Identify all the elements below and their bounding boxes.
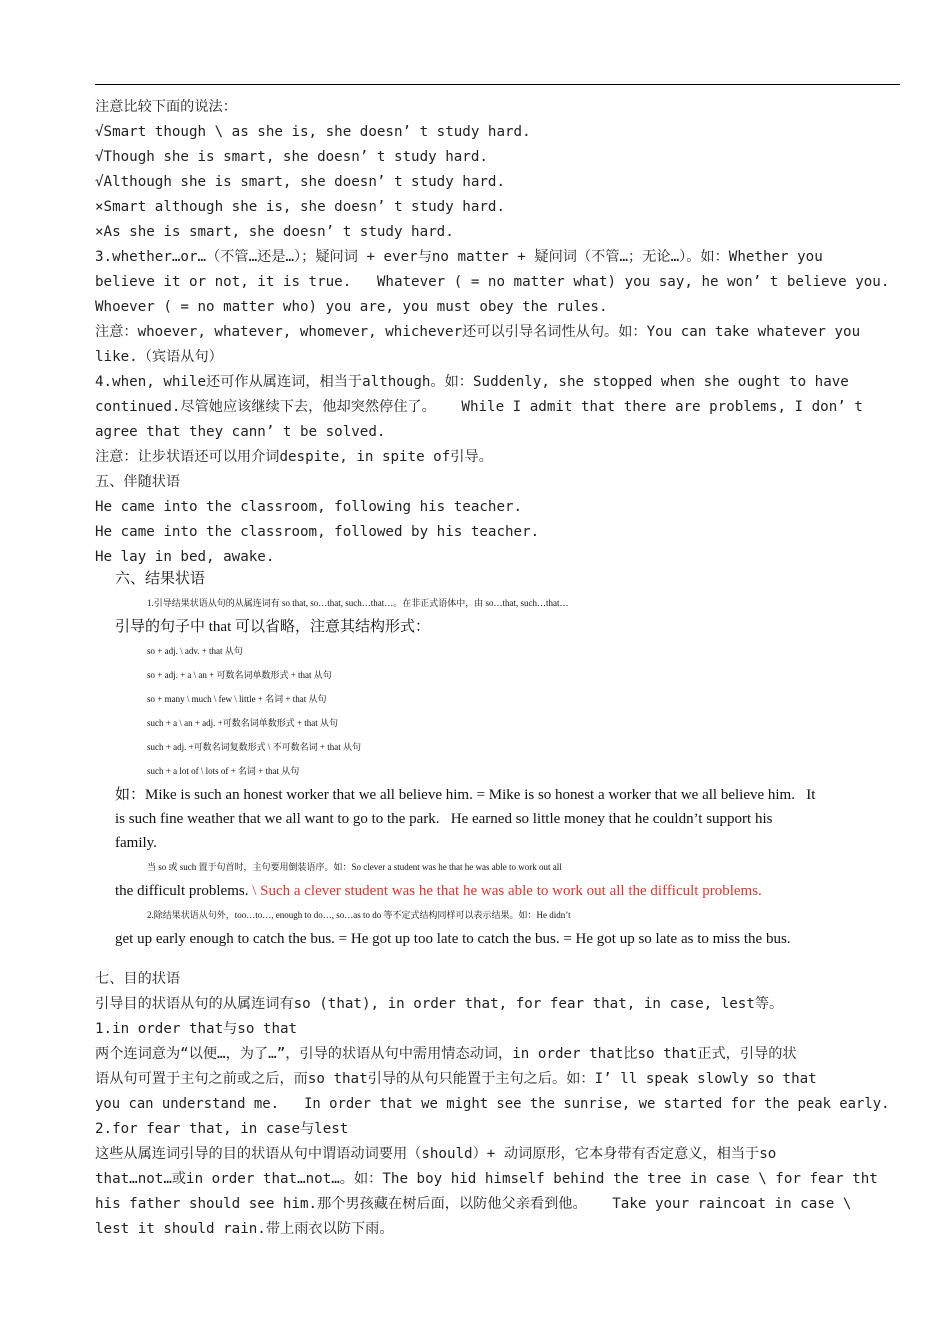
purpose-section [95, 967, 901, 1242]
example-line: ×As she is smart, she doesn’ t study hard. [95, 224, 454, 240]
subsection-heading: 1.in order that与so that [95, 1021, 298, 1037]
section-heading-purpose: 七、目的状语 [95, 971, 181, 987]
example-line: He came into the classroom, followed by his teacher. [95, 524, 540, 540]
when-while-line: continued.尽管她应该继续下去，他却突然停住了。 While I admit that there are problems, I don’ t [95, 399, 863, 415]
in-order-that-line: 两个连词意为“以便…，为了…”，引导的状语从句中需用情态动词，in order that比so that正式，引导的状 [95, 1046, 797, 1062]
when-while-line: agree that they cann’ t be solved. [95, 424, 386, 440]
result-example-line: 如：Mike is such an honest worker that we all believe him. = Mike is so honest a worker that we all believe him. It [115, 787, 816, 803]
result-example-line: family. [115, 835, 157, 851]
example-line: √Though she is smart, she doesn’ t study hard. [95, 149, 488, 165]
for-fear-that-line: his father should see him.那个男孩藏在树后面，以防他父亲看到他。 Take your raincoat in case \ [95, 1196, 852, 1212]
for-fear-that-line: lest it should rain.带上雨衣以防下雨。 [95, 1221, 394, 1237]
example-line: √Although she is smart, she doesn’ t study hard. [95, 174, 505, 190]
section-heading-accompany: 五、伴随状语 [95, 474, 181, 490]
structure-form: such + a lot of \ lots of + 名词 + that 从句 [147, 766, 300, 776]
whoever-note-line: like.（宾语从句） [95, 349, 223, 365]
example-line: He came into the classroom, following his teacher. [95, 499, 523, 515]
purpose-intro: 引导目的状语从句的从属连词有so (that), in order that, for fear that, in case, lest等。 [95, 996, 784, 1012]
whether-rule-line: believe it or not, it is true. Whatever ( = no matter what) you say, he won’ t believe you. [95, 274, 890, 290]
infinitive-rule-line: get up early enough to catch the bus. = He got up too late to catch the bus. = He got up so late as to miss the bus. [115, 931, 791, 947]
result-intro-line: 引导的句子中 that 可以省略，注意其结构形式： [115, 619, 430, 635]
result-example-line: is such fine weather that we all want to go to the park. He earned so little money that he couldn’t support his [115, 811, 773, 827]
whoever-note-line: 注意：whoever, whatever, whomever, whichever还可以引导名词性从句。如：You can take whatever you [95, 324, 861, 340]
note-heading: 注意比较下面的说法： [95, 99, 237, 115]
structure-form: such + adj. +可数名词复数形式 \ 不可数名词 + that 从句 [147, 742, 361, 752]
in-order-that-line: 语从句可置于主句之前或之后，而so that引导的从句只能置于主句之后。如：I’ ll speak slowly so that [95, 1071, 817, 1087]
subsection-heading: 2.for fear that, in case与lest [95, 1121, 349, 1137]
inversion-example-red: \ Such a clever student was he that he was able to work out all the difficult problems. [248, 883, 762, 899]
inversion-rule-line: 当 so 或 such 置于句首时，主句要用倒装语序。如：So clever a student was he that he was able to work out all [147, 862, 562, 872]
structure-form: so + many \ much \ few \ little + 名词 + that 从句 [147, 694, 327, 704]
inversion-rule-line [115, 879, 905, 903]
structure-form: such + a \ an + adj. +可数名词单数形式 + that 从句 [147, 718, 339, 728]
when-while-line: 4.when, while还可作从属连词，相当于although。如：Suddenly, she stopped when she ought to have [95, 374, 849, 390]
structure-form: so + adj. + a \ an + 可数名词单数形式 + that 从句 [147, 670, 332, 680]
in-order-that-line: you can understand me. In order that we might see the sunrise, we started for the peak early. [95, 1096, 890, 1112]
despite-note: 注意：让步状语还可以用介词despite, in spite of引导。 [95, 449, 493, 465]
example-line: √Smart though \ as she is, she doesn’ t study hard. [95, 124, 531, 140]
section-heading-result: 六、结果状语 [115, 571, 206, 587]
infinitive-rule-line: 2.除结果状语从句外，too…to…, enough to do…, so…as to do 等不定式结构同样可以表示结果。如：He didn’t [147, 910, 571, 920]
for-fear-that-line: that…not…或in order that…not…。如：The boy hid himself behind the tree in case \ for fear tht [95, 1171, 878, 1187]
for-fear-that-line: 这些从属连词引导的目的状语从句中谓语动词要用（should）+ 动词原形，它本身带有否定意义，相当于so [95, 1146, 777, 1162]
example-line: ×Smart although she is, she doesn’ t study hard. [95, 199, 505, 215]
whether-rule-line: Whoever ( = no matter who) you are, you must obey the rules. [95, 299, 608, 315]
header-rule [95, 84, 900, 85]
example-line: He lay in bed, awake. [95, 549, 275, 565]
inversion-example: the difficult problems. [115, 883, 249, 899]
structure-form: so + adj. \ adv. + that 从句 [147, 646, 243, 656]
result-intro-line: 1.引导结果状语从句的从属连词有 so that, so…that, such…that…。在非正式语体中，由 so…that, such…that… [147, 598, 569, 608]
concession-section [95, 95, 901, 570]
structure-forms-list [115, 639, 905, 783]
whether-rule-line: 3.whether…or…（不管…还是…）；疑问词 + ever与no matter + 疑问词（不管…；无论…）。如：Whether you [95, 249, 823, 265]
result-section [115, 567, 905, 951]
